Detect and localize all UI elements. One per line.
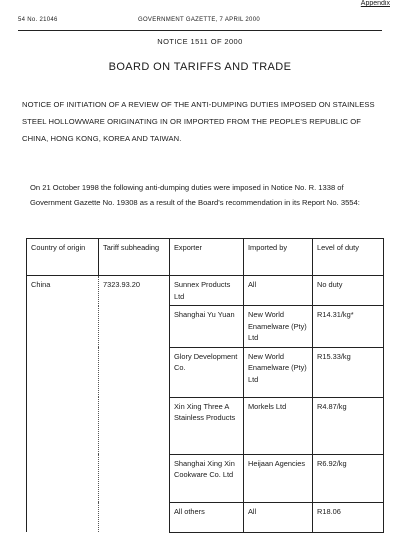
header-exporter: Exporter — [170, 239, 244, 276]
exporter-cell: Glory Development Co. — [170, 347, 244, 397]
duty-cell: No duty — [313, 276, 384, 306]
page-header — [18, 17, 260, 23]
importer-cell: Morkels Ltd — [244, 397, 313, 454]
duty-cell: R4.87/kg — [313, 397, 384, 454]
importer-cell: All — [244, 276, 313, 306]
exporter-cell: Sunnex Products Ltd — [170, 276, 244, 306]
duty-cell: R14.31/kg* — [313, 306, 384, 348]
gazette-title: GOVERNMENT GAZETTE, 7 APRIL 2000 — [138, 17, 260, 23]
tariff-cell: 7323.93.20 — [99, 276, 170, 533]
country-cell: China — [27, 276, 99, 533]
exporter-cell: Shanghai Yu Yuan — [170, 306, 244, 348]
duty-cell: R15.33/kg — [313, 347, 384, 397]
exporter-cell: Xin Xing Three A Stainless Products — [170, 397, 244, 454]
table-row — [27, 276, 384, 306]
importer-cell: New World Enamelware (Pty) Ltd — [244, 306, 313, 348]
header-duty: Level of duty — [313, 239, 384, 276]
importer-cell: Heijaan Agencies — [244, 454, 313, 502]
header-country: Country of origin — [27, 239, 99, 276]
duty-cell: R6.92/kg — [313, 454, 384, 502]
header-importer: Imported by — [244, 239, 313, 276]
header-tariff: Tariff subheading — [99, 239, 170, 276]
page-number-issue: 54 No. 21046 — [18, 17, 58, 23]
appendix-label: Appendix — [360, 0, 390, 7]
exporter-cell: All others — [170, 502, 244, 532]
intro-paragraph: On 21 October 1998 the following anti-dumping duties were imposed in Notice No. R. 1338 of Government Gazette No. 19308 as a result of the Board's recommendation in its Report No. 3554: — [30, 183, 360, 207]
notice-number: NOTICE 1511 OF 2000 — [157, 37, 243, 46]
duty-cell: R18.06 — [313, 502, 384, 532]
anti-dumping-duties-table — [26, 238, 384, 533]
importer-cell: All — [244, 502, 313, 532]
header-rule — [18, 30, 382, 31]
exporter-cell: Shanghai Xing Xin Cookware Co. Ltd — [170, 454, 244, 502]
notice-headline: NOTICE OF INITIATION OF A REVIEW OF THE ANTI-DUMPING DUTIES IMPOSED ON STAINLESS STEEL HOLLOWWARE ORIGINATING IN OR IMPORTED FROM THE PEOPLE'S REPUBLIC OF CHINA, HONG KONG, KOREA AND TAIWAN. — [22, 100, 375, 143]
table-header-row — [27, 239, 384, 276]
importer-cell: New World Enamelware (Pty) Ltd — [244, 347, 313, 397]
board-title: BOARD ON TARIFFS AND TRADE — [108, 61, 292, 73]
